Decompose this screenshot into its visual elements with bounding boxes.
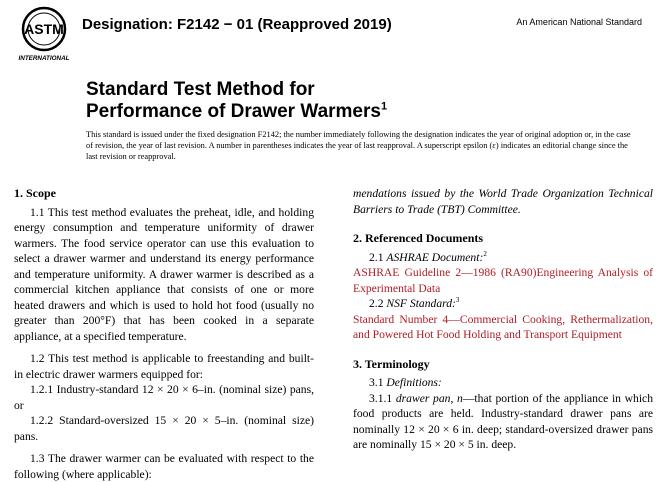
title-line-2: Performance of Drawer Warmers$^1$ bbox=[86, 100, 388, 122]
para-1-1: 1.1 This test method evaluates the preheat, idle, and holding energy consumption and temperature uniformity of drawer warmers. The food service operator can use this evaluation to select a drawer warmer and understand its energy performance and temperature uniformity. A drawer warmer is described as a commercial kitchen appliance that consists of one or more heated drawers and which is used to hold hot food (usually no greater than 200°F) that has been cooked in a separate appliance, at a specified temperature. bbox=[14, 205, 314, 343]
astm-logo-text: ASTM bbox=[24, 21, 64, 37]
referenced-docs-heading: 2. Referenced Documents bbox=[353, 231, 484, 245]
ref-2-2: 2.2 NSF Standard:$^3$ bbox=[369, 296, 460, 310]
astm-logo-subtext: INTERNATIONAL bbox=[18, 55, 70, 62]
para-1-2-1: 1.2.1 Industry-standard 12 × 20 × 6–in. (nominal size) pans, or bbox=[14, 383, 314, 412]
para-1-2: 1.2 This test method is applicable to freestanding and built-in electric drawer warmers equipped for: bbox=[14, 352, 314, 381]
title-line-1: Standard Test Method for bbox=[86, 79, 315, 100]
ans-label: An American National Standard bbox=[516, 17, 642, 27]
scope-heading: 1. Scope bbox=[14, 186, 56, 200]
ref-2-1: 2.1 ASHRAE Document:$^2$ bbox=[369, 249, 487, 264]
nsf-standard-link[interactable]: Standard Number 4—Commercial Cooking, Rethermalization, and Powered Hot Food Holding and Transport Equipment bbox=[353, 312, 653, 341]
astm-logo bbox=[18, 6, 70, 62]
issuance-notice: This standard is issued under the fixed designation F2142; the number immediately following the designation indicates the year of original adoption or, in the case of revision, the year of last revision. A number in parentheses indicates the year of last reapproval. A superscript epsilon (ε) indicates an editorial change since the last revision or reapproval. bbox=[86, 130, 631, 161]
term-3-1-1: 3.1.1 drawer pan, n—that portion of the appliance in which food products are held. Industry-standard drawer pans are nominally 12 × 20 × 6 in. deep; standard-oversized drawer pans are nominally 15 × 20 × 5 in. deep. bbox=[353, 391, 653, 451]
terminology-heading: 3. Terminology bbox=[353, 356, 430, 371]
right-column bbox=[353, 186, 653, 453]
term-3-1: 3.1 Definitions: bbox=[369, 376, 442, 389]
left-column bbox=[14, 186, 314, 482]
page-title bbox=[86, 79, 387, 123]
ashrae-guideline-link[interactable]: ASHRAE Guideline 2—1986 (RA90)Engineering Analysis of Experimental Data bbox=[353, 266, 653, 295]
para-1-3: 1.3 The drawer warmer can be evaluated with respect to the following (where applicable): bbox=[14, 452, 314, 481]
continuation-text: mendations issued by the World Trade Organization Technical Barriers to Trade (TBT) Committee. bbox=[353, 187, 653, 216]
title-footnote-mark: 1 bbox=[380, 100, 388, 113]
para-1-2-2: 1.2.2 Standard-oversized 15 × 20 × 5–in. (nominal size) pans. bbox=[14, 414, 314, 443]
designation: Designation: F2142 − 01 (Reapproved 2019) bbox=[82, 16, 392, 33]
